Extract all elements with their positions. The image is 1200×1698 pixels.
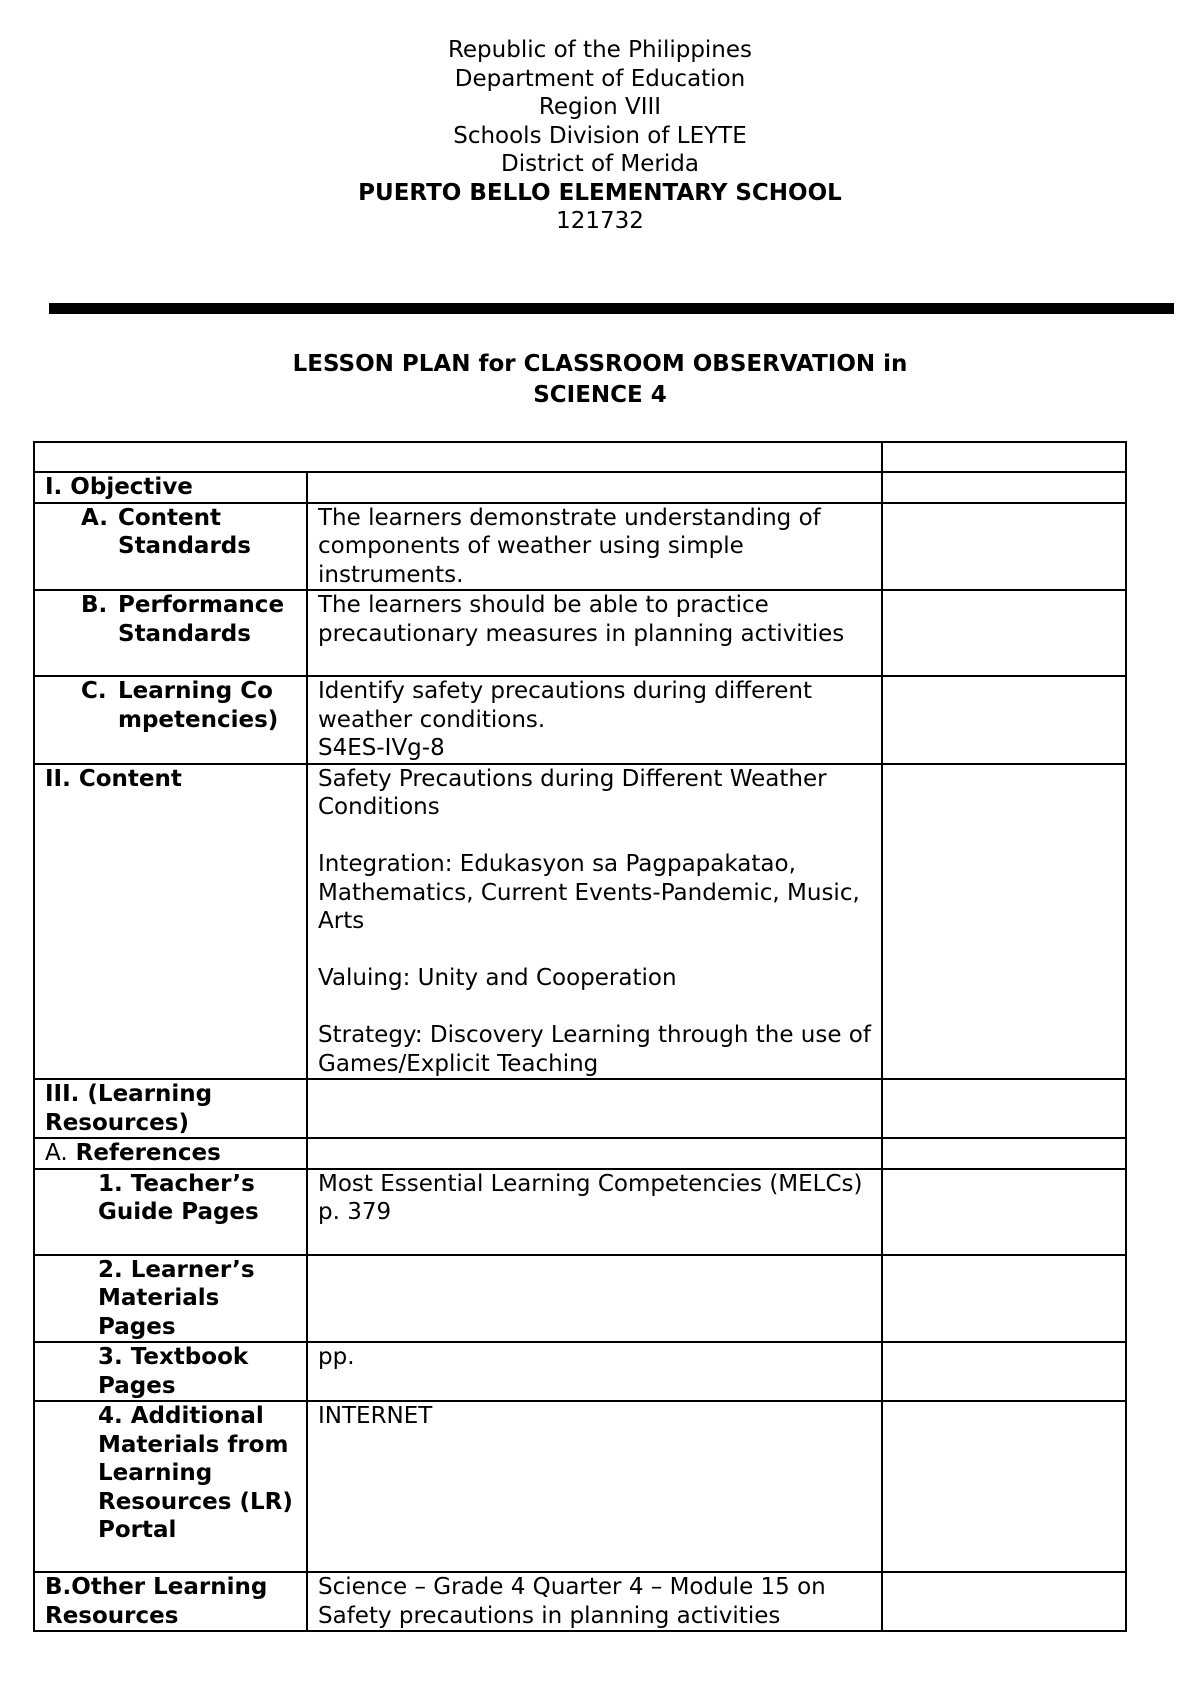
references-value — [307, 1138, 882, 1169]
title-line-2: SCIENCE 4 — [533, 382, 667, 408]
content-value: Safety Precautions during Different Weather Conditions Integration: Edukasyon sa Pagpapakatao, Mathematics, Current Events-Pandemic, Music, Arts Valuing: Unity and Cooperation Strategy: Discovery Learning through the use of Games/Explicit Teaching — [307, 764, 882, 1080]
additional-materials-text: 4. Additional Materials from Learning Resources (LR) Portal — [98, 1403, 293, 1543]
teachers-guide-label — [34, 1169, 307, 1255]
header-region: Region VIII — [538, 94, 662, 120]
content-notes — [882, 764, 1126, 1080]
learners-materials-text: 2. Learner’s Materials Pages — [98, 1256, 255, 1340]
table-header-row — [34, 442, 1126, 472]
performance-standards-notes — [882, 590, 1126, 676]
learners-materials-value — [307, 1255, 882, 1343]
table-row — [34, 1342, 1126, 1401]
performance-standards-text: Performance Standards — [118, 592, 285, 647]
header-school-name: PUERTO BELLO ELEMENTARY SCHOOL — [358, 179, 842, 206]
objective-label: I. Objective — [34, 472, 307, 503]
header-blank-cell — [34, 442, 882, 472]
learning-competencies-text: Learning Competencies) — [118, 678, 279, 733]
header-notes-cell — [882, 442, 1126, 472]
header-divider — [49, 303, 1174, 314]
table-row — [34, 1401, 1126, 1572]
table-row — [34, 472, 1126, 503]
additional-materials-label — [34, 1401, 307, 1572]
performance-standards-label — [34, 590, 307, 676]
table-row — [34, 676, 1126, 764]
learning-competencies-value: Identify safety precautions during different weather conditions. S4ES-IVg-8 — [307, 676, 882, 764]
learning-competencies-notes — [882, 676, 1126, 764]
content-standards-text: Content Standards — [118, 504, 251, 559]
other-resources-value: Science – Grade 4 Quarter 4 – Module 15 on Safety precautions in planning activities — [307, 1572, 882, 1631]
learners-materials-notes — [882, 1255, 1126, 1343]
teachers-guide-text: 1. Teacher’s Guide Pages — [98, 1170, 259, 1225]
other-resources-notes — [882, 1572, 1126, 1631]
table-row — [34, 1079, 1126, 1138]
performance-standards-value: The learners should be able to practice precautionary measures in planning activities — [307, 590, 882, 676]
table-row — [34, 1138, 1126, 1169]
content-standards-label — [34, 503, 307, 591]
learning-resources-label: III. (Learning Resources) — [34, 1079, 307, 1138]
header-department: Department of Education — [454, 65, 746, 92]
teachers-guide-value: Most Essential Learning Competencies (MELCs) p. 379 — [307, 1169, 882, 1255]
content-standards-value: The learners demonstrate understanding of components of weather using simple instruments. — [307, 503, 882, 591]
learning-resources-notes — [882, 1079, 1126, 1138]
references-text: References — [75, 1140, 221, 1166]
additional-materials-notes — [882, 1401, 1126, 1572]
document-header — [0, 36, 1200, 236]
objective-notes — [882, 472, 1126, 503]
performance-standards-num: B. — [81, 592, 108, 618]
header-district: District of Merida — [501, 151, 699, 177]
learners-materials-label — [34, 1255, 307, 1343]
learning-resources-value — [307, 1079, 882, 1138]
references-prefix: A. — [45, 1140, 68, 1166]
lesson-plan-table — [33, 441, 1127, 1632]
content-label: II. Content — [34, 764, 307, 1080]
textbook-value: pp. — [307, 1342, 882, 1401]
content-standards-num: A. — [81, 504, 108, 531]
header-division: Schools Division of LEYTE — [453, 122, 747, 149]
textbook-notes — [882, 1342, 1126, 1401]
learning-competencies-label — [34, 676, 307, 764]
textbook-label — [34, 1342, 307, 1401]
other-resources-label: B.Other Learning Resources — [34, 1572, 307, 1631]
table-row — [34, 1255, 1126, 1343]
table-row — [34, 503, 1126, 591]
content-standards-notes — [882, 503, 1126, 591]
header-republic: Republic of the Philippines — [447, 37, 753, 63]
header-school-id: 121732 — [556, 208, 644, 234]
learning-competencies-num: C. — [81, 678, 107, 704]
objective-value — [307, 472, 882, 503]
references-notes — [882, 1138, 1126, 1169]
additional-materials-value: INTERNET — [307, 1401, 882, 1572]
references-label — [34, 1138, 307, 1169]
table-row — [34, 1169, 1126, 1255]
teachers-guide-notes — [882, 1169, 1126, 1255]
table-row — [34, 590, 1126, 676]
document-title — [0, 349, 1200, 411]
table-row — [34, 1572, 1126, 1631]
textbook-text: 3. Textbook Pages — [98, 1344, 249, 1399]
title-line-1: LESSON PLAN for CLASSROOM OBSERVATION in — [292, 351, 908, 377]
table-row — [34, 764, 1126, 1080]
